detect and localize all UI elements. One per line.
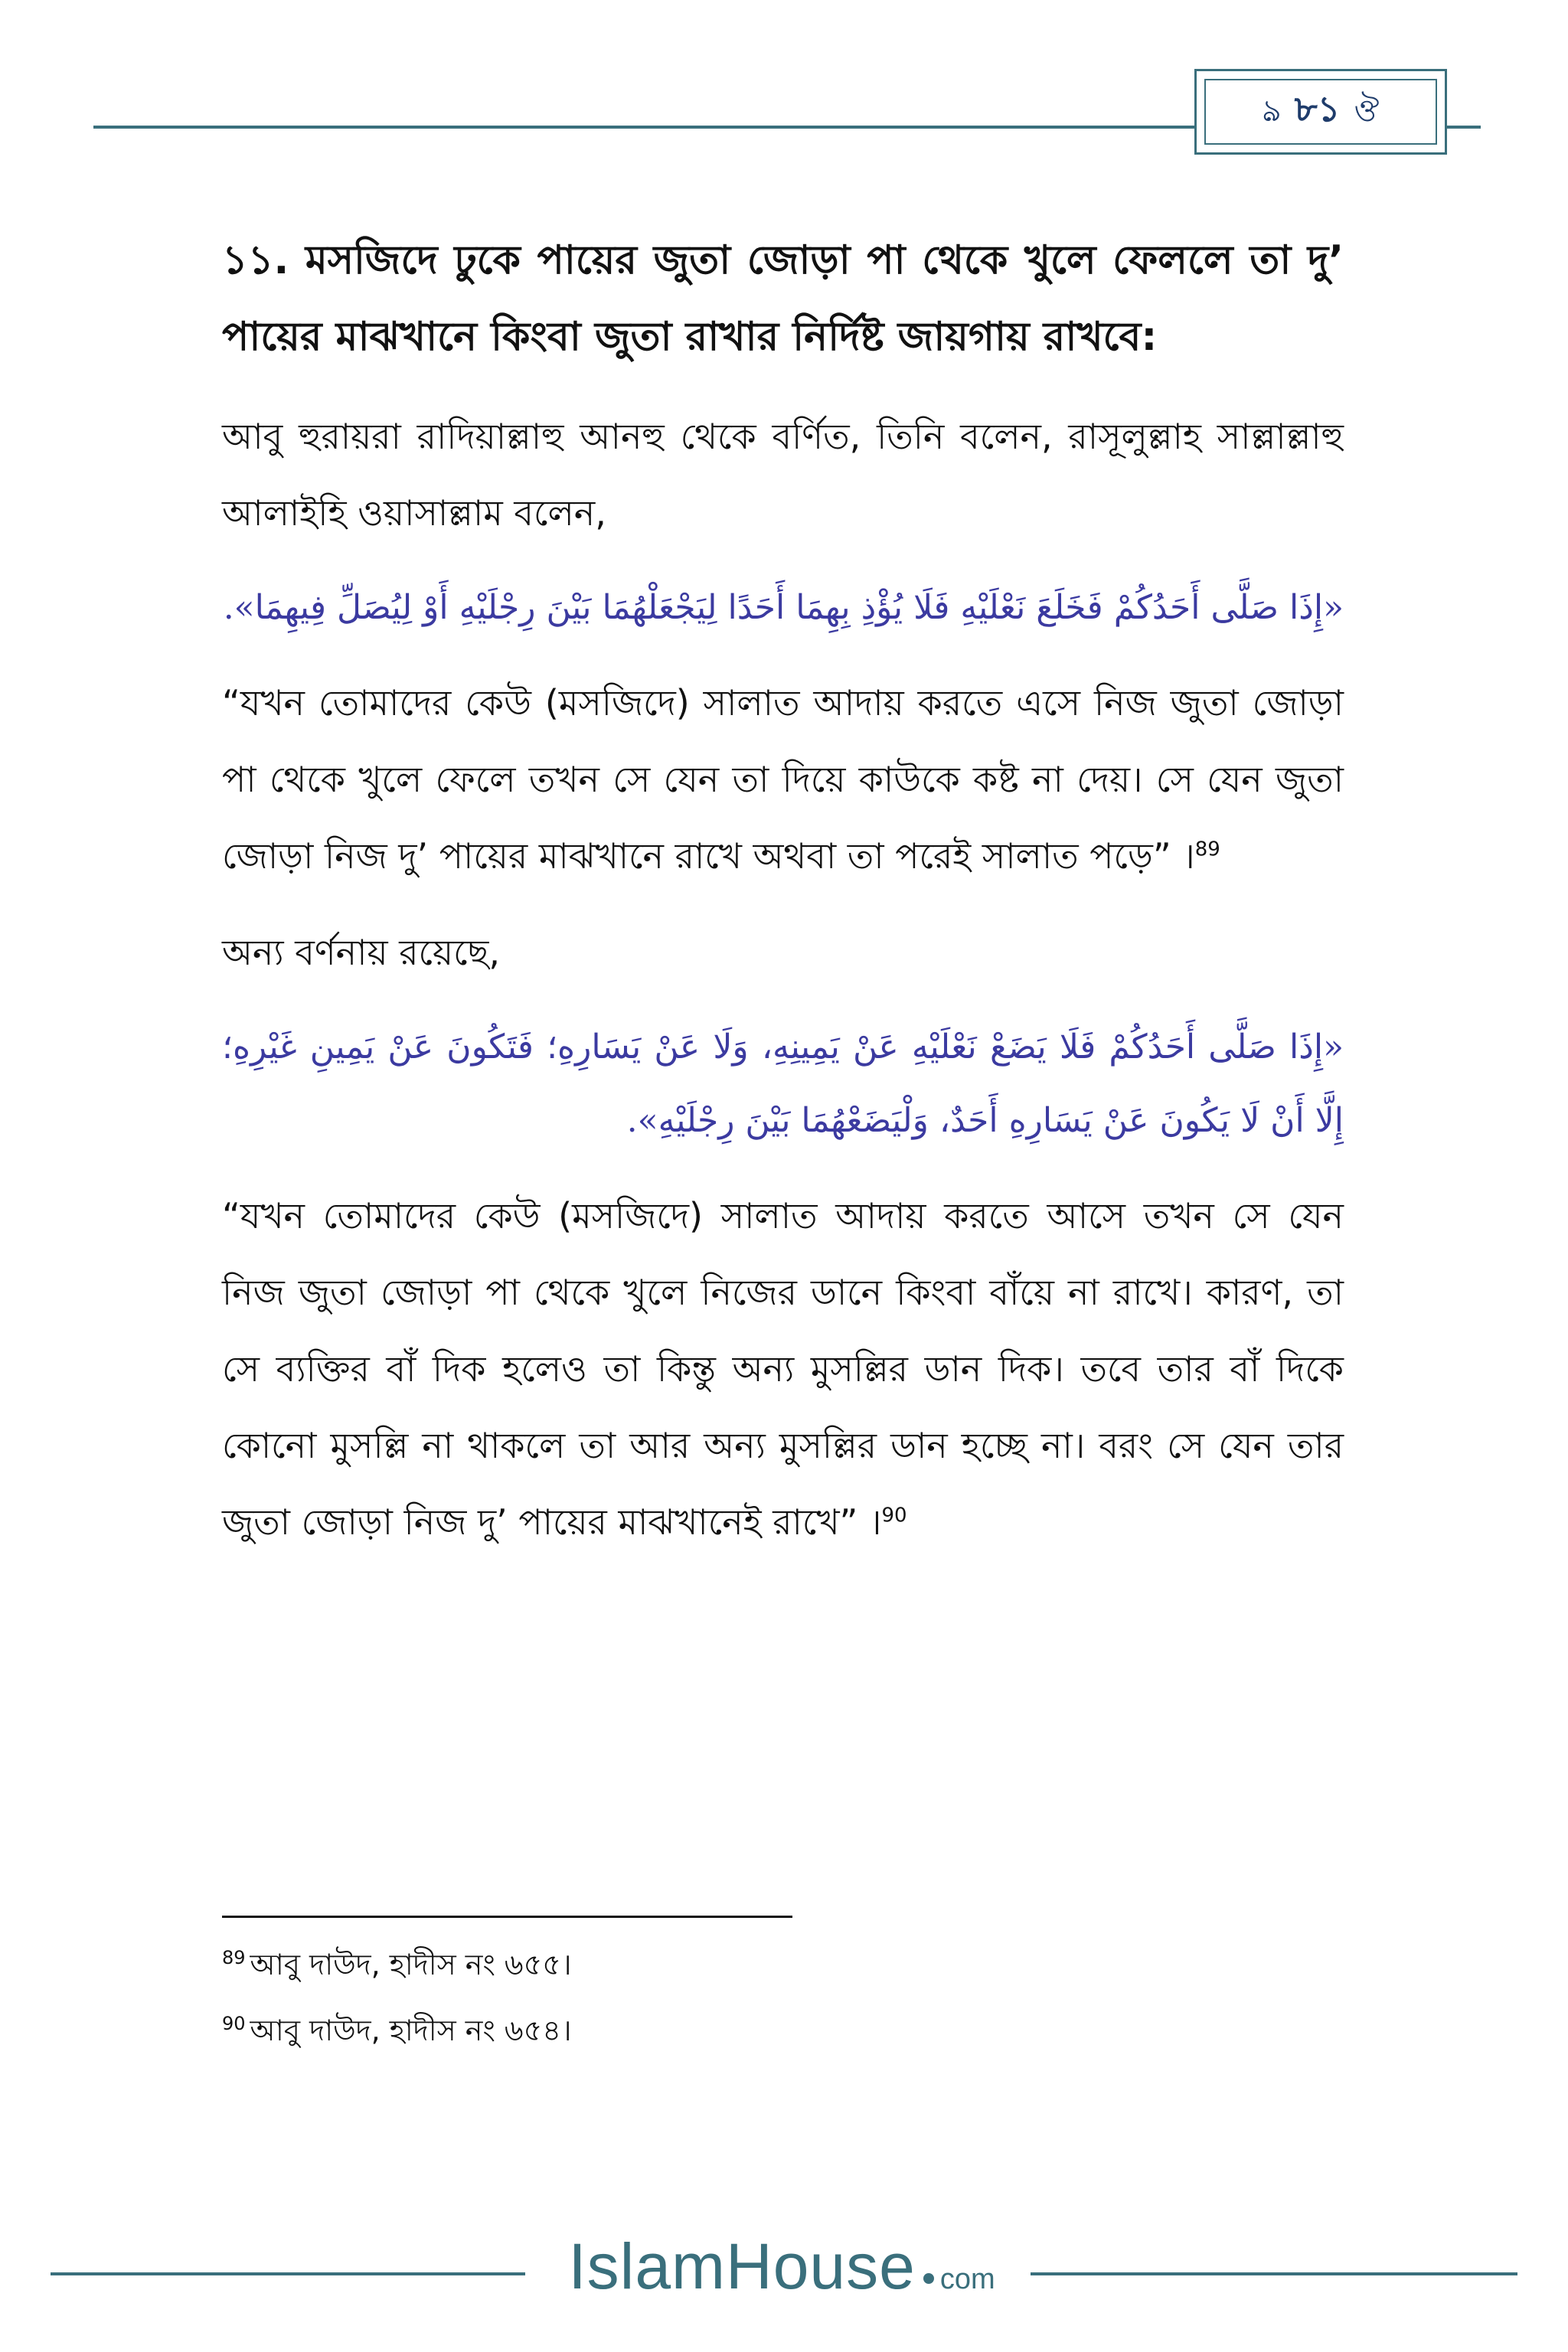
translation-1 [222, 665, 1344, 894]
ornament-left-icon: ঌ [1262, 93, 1281, 129]
footnote-number: 90 [222, 2013, 246, 2035]
page-number: ৮১ [1294, 88, 1341, 129]
section-heading: ১১. মসজিদে ঢুকে পায়ের জুতা জোড়া পা থেকে খুলে ফেললে তা দু’ পায়ের মাঝখানে কিংবা জুতা রাখার নির্দিষ্ট জায়গায় রাখবে: [222, 237, 1344, 360]
footer-rule-right [1031, 2272, 1517, 2275]
translation-2-text: “যখন তোমাদের কেউ (মসজিদে) সালাত আদায় করতে আসে তখন সে যেন নিজ জুতা জোড়া পা থেকে খুলে নিজের ডানে কিংবা বাঁয়ে না রাখে। কারণ, তা সে ব্যক্তির বাঁ দিক হলেও তা কিন্তু অন্য মুসল্লির ডান দিক। তবে তার বাঁ দিকে কোনো মুসল্লি না থাকলে তা আর অন্য মুসল্লির ডান হচ্ছে না। বরং সে যেন তার জুতা জোড়া নিজ দু’ পায়ের মাঝখানেই রাখে” । [222, 1195, 1344, 1543]
logo-tld: com [939, 2263, 995, 2295]
footnote-number: 89 [222, 1947, 246, 1969]
logo-wordmark: IslamHouse [568, 2230, 916, 2302]
hadith-intro: আবু হুরায়রা রাদিয়াল্লাহু আনহু থেকে বর্ণিত, তিনি বলেন, রাসূলুল্লাহ সাল্লাল্লাহু আলাইহি ওয়াসাল্লাম বলেন, [222, 416, 1344, 534]
page-number-frame [1204, 79, 1437, 145]
arabic-hadith-1: «إِذَا صَلَّى أَحَدُكُمْ فَخَلَعَ نَعْلَيْهِ فَلَا يُؤْذِ بِهِمَا أَحَدًا لِيَجْعَلْهُمَا بَيْنَ رِجْلَيْهِ أَوْ لِيُصَلِّ فِيهِمَا». [223, 588, 1344, 627]
footnote-ref-89[interactable]: 89 [1194, 838, 1220, 861]
footnote-89 [222, 1937, 1344, 1992]
islamhouse-logo[interactable] [548, 2230, 1015, 2314]
arabic-hadith-2: «إِذَا صَلَّى أَحَدُكُمْ فَلَا يَضَعْ نَعْلَيْهِ عَنْ يَمِينِهِ، وَلَا عَنْ يَسَارِهِ؛ فَتَكُونَ عَنْ يَمِينِ غَيْرِهِ؛ إِلَّا أَنْ لَا يَكُونَ عَنْ يَسَارِهِ أَحَدٌ، وَلْيَضَعْهُمَا بَيْنَ رِجْلَيْهِ». [222, 1027, 1344, 1140]
footnote-90 [222, 2003, 1344, 2058]
logo-dot-icon [923, 2273, 934, 2284]
footnotes [222, 1937, 1344, 2069]
page-number-box [1194, 69, 1447, 155]
footnote-separator [222, 1916, 792, 1918]
footnote-text: আবু দাউদ, হাদীস নং ৬৫৫। [250, 1948, 572, 1981]
footnote-ref-90[interactable]: 90 [881, 1504, 907, 1527]
footer-rule-left [51, 2272, 525, 2275]
page-content [222, 222, 1344, 1580]
translation-1-text: “যখন তোমাদের কেউ (মসজিদে) সালাত আদায় করতে এসে নিজ জুতা জোড়া পা থেকে খুলে ফেলে তখন সে যেন তা দিয়ে কাউকে কষ্ট না দেয়। সে যেন জুতা জোড়া নিজ দু’ পায়ের মাঝখানে রাখে অথবা তা পরেই সালাত পড়ে” । [222, 682, 1344, 877]
translation-2 [222, 1178, 1344, 1560]
other-narration-label: অন্য বর্ণনায় রয়েছে, [222, 932, 501, 973]
footnote-text: আবু দাউদ, হাদীস নং ৬৫৪। [250, 2014, 572, 2047]
ornament-right-icon: ঔ [1354, 93, 1380, 129]
